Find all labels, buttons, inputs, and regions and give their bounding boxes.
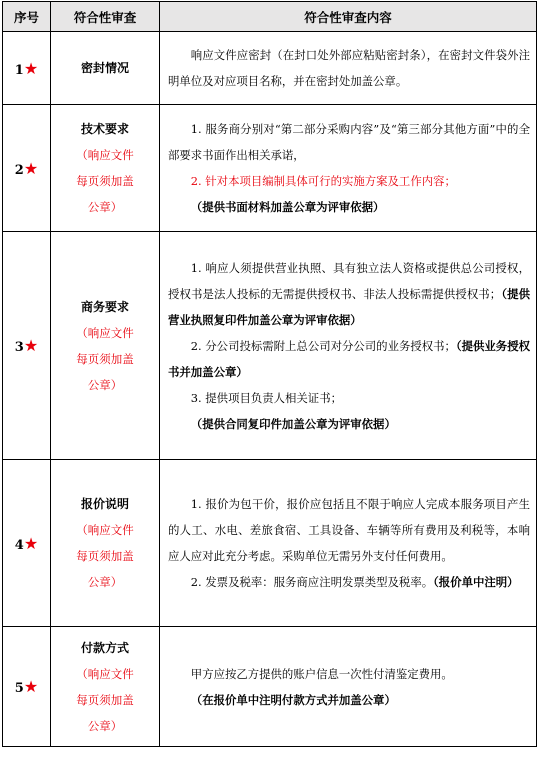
content-text: （报价单中注明） — [433, 575, 519, 589]
table-row — [3, 232, 537, 460]
content-cell — [160, 627, 537, 747]
item-title: 报价说明 — [80, 497, 129, 511]
row-number: 2 — [14, 162, 24, 178]
content-paragraph — [168, 168, 530, 194]
item-title: 付款方式 — [80, 640, 129, 655]
table-row — [3, 627, 537, 747]
table-row — [3, 460, 537, 627]
item-note: 公章） — [87, 200, 123, 214]
content-text: 1. 报价为包干价，报价应包括且不限于响应人完成本服务项目产生的人工、水电、差旅食宿、工具设备、车辆等所有费用及利税等，本响应人应对此充分考虑。采购单位无需另外支付任何费用。 — [168, 497, 530, 563]
item-note: 每页须加盖 — [76, 351, 134, 366]
content-cell — [160, 105, 537, 232]
content-paragraph — [168, 116, 530, 168]
item-note: 每页须加盖 — [76, 692, 134, 707]
item-note: 公章） — [87, 575, 123, 589]
item-title: 商务要求 — [80, 299, 129, 314]
compliance-table — [2, 1, 537, 747]
item-note: （响应文件 — [76, 148, 134, 162]
item-cell — [51, 105, 160, 232]
content-paragraph — [168, 42, 530, 94]
content-text: 响应文件应密封（在封口处外部应粘贴密封条），在密封文件袋外注明单位及对应项目名称，并在密封处加盖公章。 — [168, 48, 530, 88]
content-paragraph — [168, 333, 530, 385]
item-title: 密封情况 — [80, 61, 129, 75]
content-paragraph — [168, 569, 530, 595]
item-note: 公章） — [87, 718, 123, 733]
content-text: （提供业务授权书并加盖公章） — [168, 338, 530, 379]
item-note: 每页须加盖 — [76, 549, 134, 563]
item-note: 公章） — [87, 377, 123, 392]
star-icon: ★ — [23, 677, 39, 696]
star-icon: ★ — [23, 158, 39, 178]
header-seq: 序号 — [3, 2, 51, 32]
content-paragraph — [168, 194, 530, 220]
content-paragraph — [168, 687, 530, 713]
star-icon: ★ — [23, 336, 39, 355]
star-icon: ★ — [23, 533, 39, 553]
item-note: （响应文件 — [76, 666, 134, 681]
content-text: 甲方应按乙方提供的账户信息一次性付清鉴定费用。 — [190, 666, 453, 681]
item-title: 技术要求 — [80, 122, 129, 136]
row-number: 1 — [14, 62, 24, 78]
row-number: 3 — [14, 340, 24, 355]
content-paragraph — [168, 385, 530, 411]
content-text: 2. 分公司投标需附上总公司对分公司的业务授权书； — [190, 338, 456, 353]
row-number: 5 — [14, 681, 24, 696]
item-note: 每页须加盖 — [76, 174, 134, 188]
item-cell — [51, 232, 160, 460]
header-content: 符合性审查内容 — [160, 2, 537, 32]
item-cell — [51, 627, 160, 747]
content-paragraph — [168, 491, 530, 569]
content-paragraph — [168, 411, 530, 437]
seq-cell — [3, 627, 51, 747]
item-cell — [51, 32, 160, 105]
item-note: （响应文件 — [76, 523, 134, 537]
content-paragraph — [168, 255, 530, 333]
content-cell — [160, 460, 537, 627]
content-text: （提供书面材料加盖公章为评审依据） — [190, 200, 385, 214]
item-cell — [51, 460, 160, 627]
header-item: 符合性审查 — [51, 2, 160, 32]
content-text: 2. 针对本项目编制具体可行的实施方案及工作内容； — [190, 174, 456, 188]
content-text: 3. 提供项目负责人相关证书； — [190, 390, 342, 405]
content-text: 1. 响应人须提供营业执照、具有独立法人资格或提供总公司授权，授权书是法人投标的无需提供授权书、非法人投标需提供授权书； — [168, 260, 530, 301]
star-icon: ★ — [23, 58, 39, 78]
row-number: 4 — [14, 537, 24, 553]
table-row — [3, 32, 537, 105]
seq-cell — [3, 105, 51, 232]
seq-cell — [3, 32, 51, 105]
seq-cell — [3, 232, 51, 460]
table-row — [3, 105, 537, 232]
content-text: （提供营业执照复印件加盖公章为评审依据） — [168, 286, 530, 327]
seq-cell — [3, 460, 51, 627]
table-header-row — [3, 2, 537, 32]
content-text: 1. 服务商分别对“第二部分采购内容”及“第三部分其他方面”中的全部要求书面作出相关承诺， — [168, 122, 530, 162]
content-paragraph — [168, 661, 530, 687]
item-note: （响应文件 — [76, 325, 134, 340]
content-text: 2. 发票及税率：服务商应注明发票类型及税率。 — [190, 575, 434, 589]
content-cell — [160, 32, 537, 105]
content-text: （提供合同复印件加盖公章为评审依据） — [190, 416, 396, 431]
content-cell — [160, 232, 537, 460]
content-text: （在报价单中注明付款方式并加盖公章） — [190, 692, 396, 707]
